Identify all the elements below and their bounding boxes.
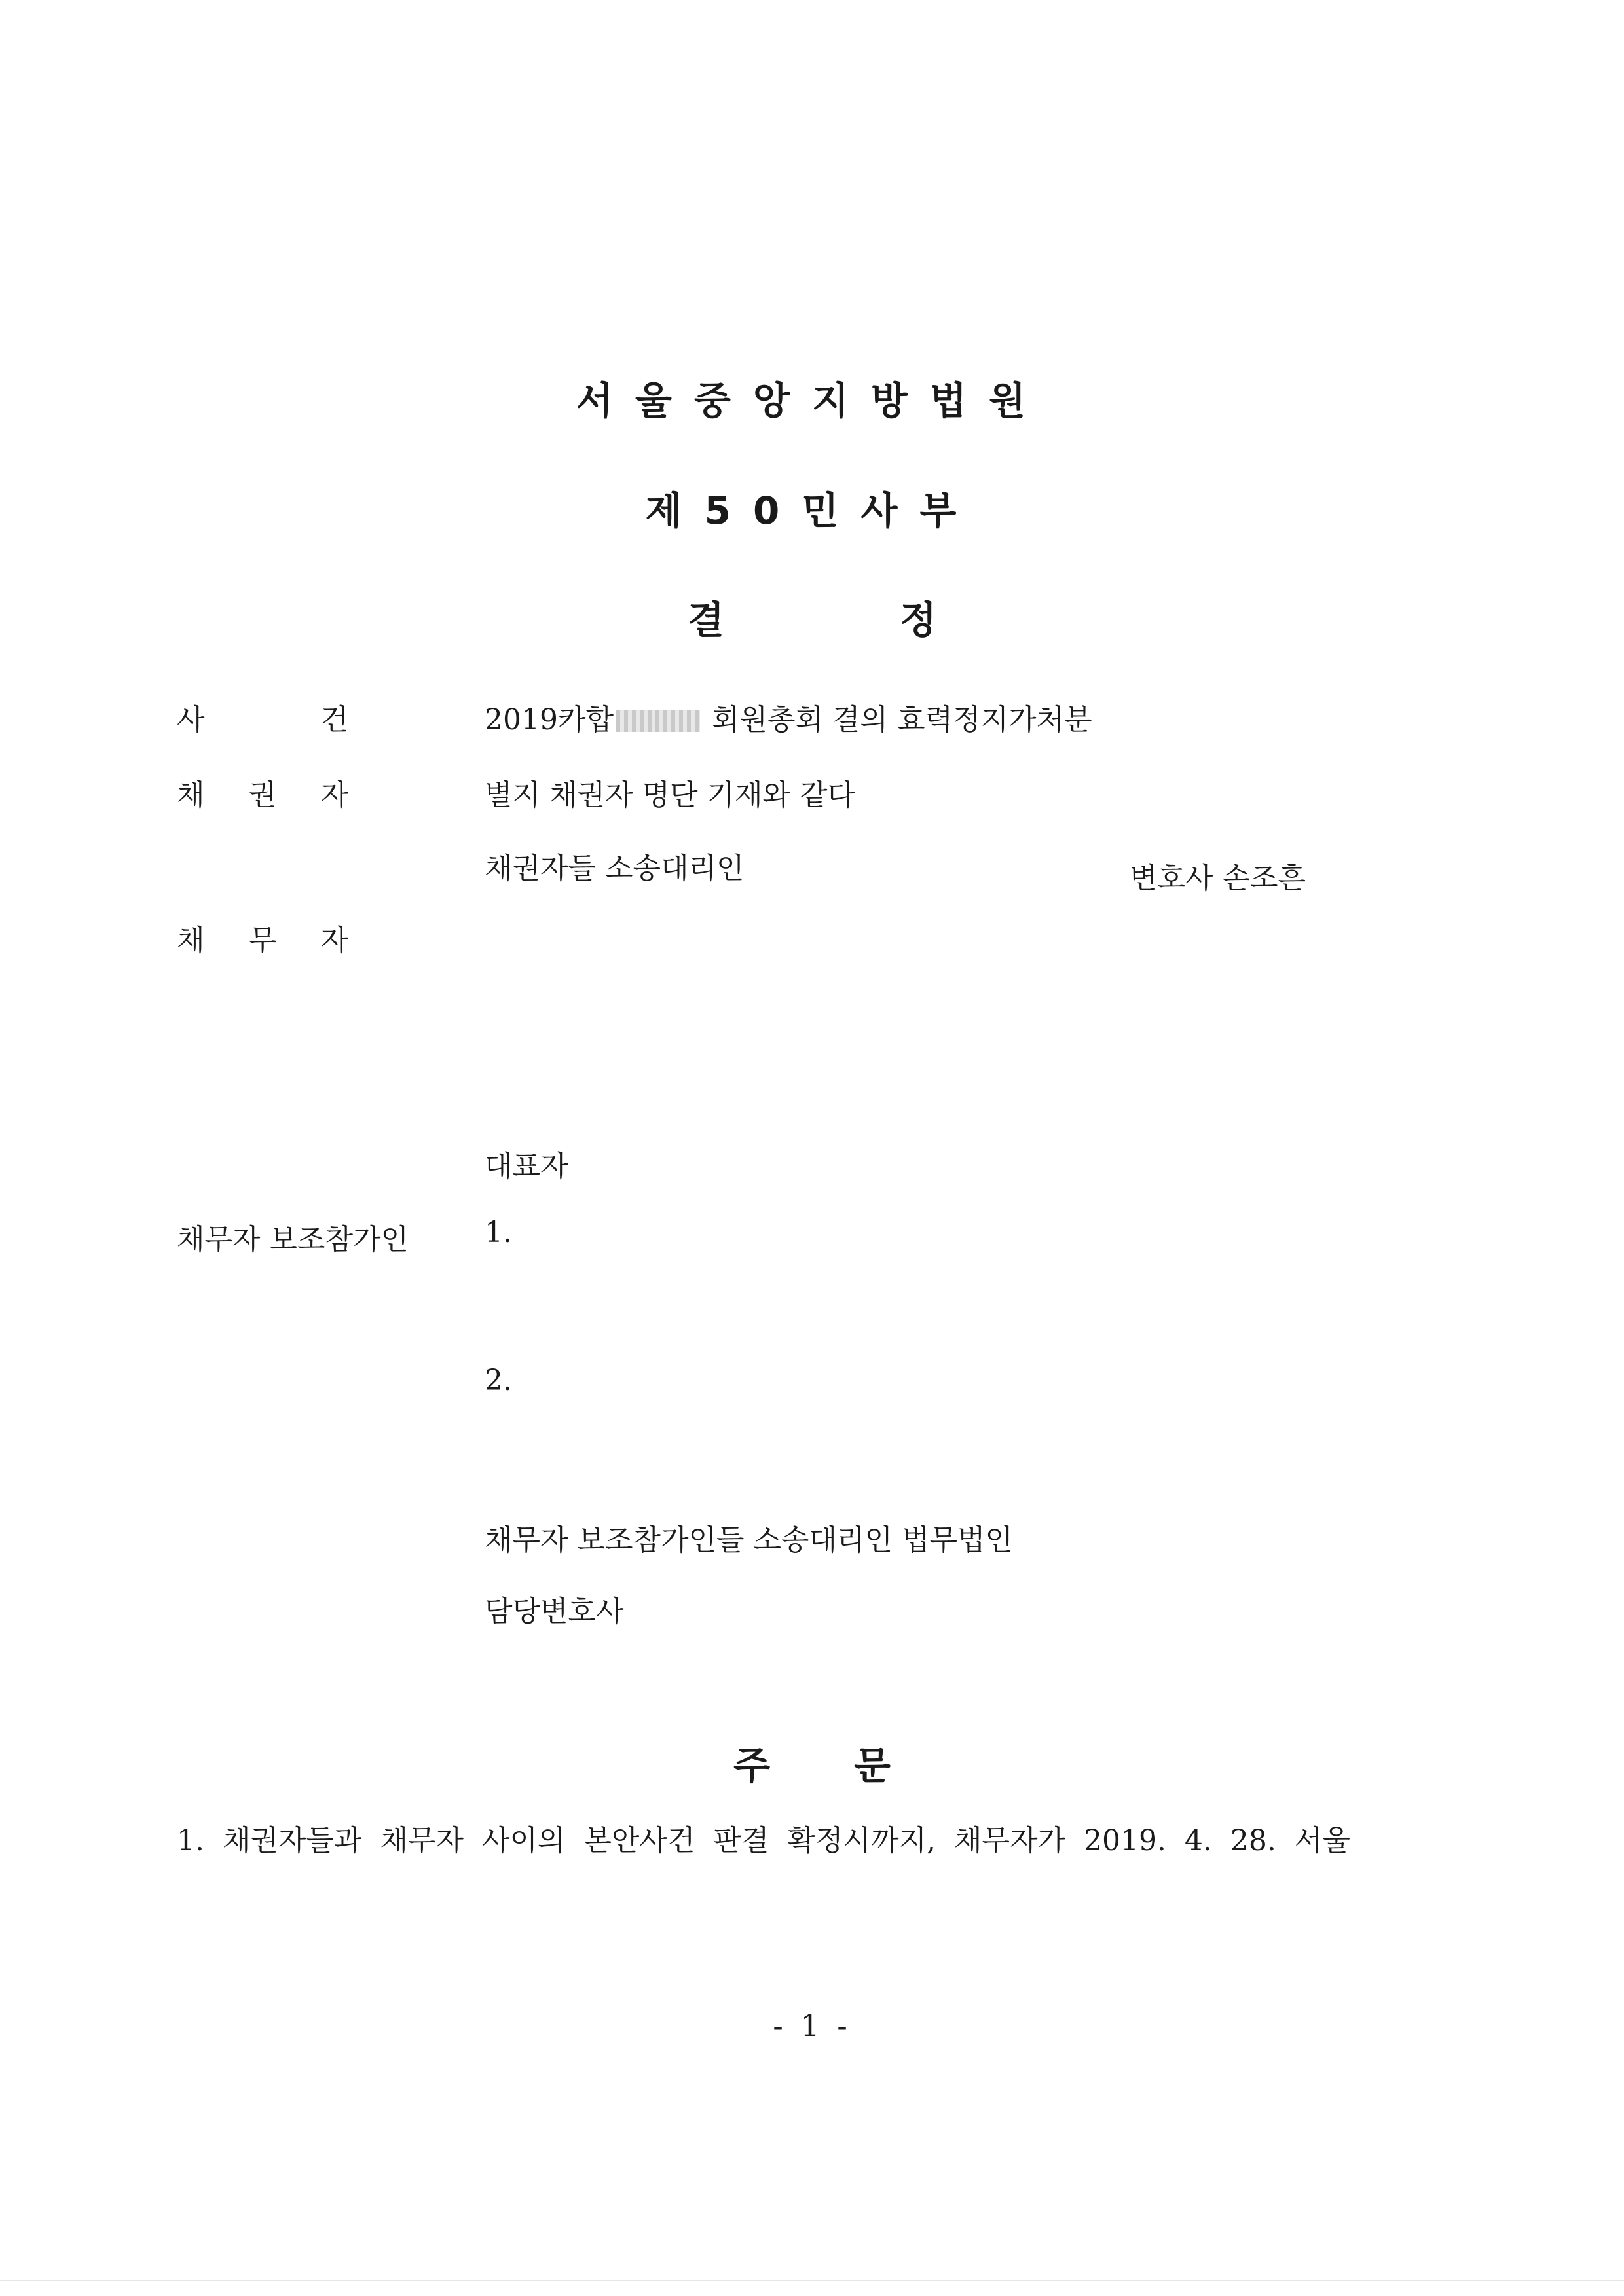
creditor-value: 별지 채권자 명단 기재와 같다 (485, 778, 855, 812)
redaction-mark (616, 710, 700, 732)
intervenor-lawyer: 담당변호사 (485, 1595, 624, 1628)
case-label-char: 건 (320, 703, 348, 737)
order-title (0, 1735, 1624, 1790)
scan-edge-line (0, 2280, 1624, 2281)
order-title-char: 문 (853, 1743, 891, 1788)
division-title: 제50민사부 (645, 488, 979, 533)
creditor-label-char: 권 (248, 778, 277, 812)
debtor-label (177, 917, 348, 958)
court-title: 서울중앙지방법원 (576, 378, 1048, 423)
page-number: - 1 - (773, 2008, 851, 2043)
case-label (177, 696, 348, 738)
case-label-char: 사 (177, 703, 205, 737)
debtor-representative: 대표자 (485, 1150, 568, 1183)
document-type-char: 정 (899, 598, 936, 642)
intervenor-label: 채무자 보조참가인 (177, 1223, 409, 1256)
order-title-char: 주 (733, 1743, 771, 1788)
creditor-label-char: 채 (177, 778, 205, 812)
creditor-agent: 채권자들 소송대리인 (485, 852, 745, 885)
debtor-label-char: 자 (320, 924, 348, 957)
intervenor-item-2: 2. (485, 1364, 512, 1397)
intervenor-agent: 채무자 보조참가인들 소송대리인 법무법인 (485, 1523, 1014, 1557)
creditor-agent-lawyer: 변호사 손조흔 (1130, 862, 1306, 895)
case-value (485, 696, 1092, 738)
order-item-1: 1. 채권자들과 채무자 사이의 본안사건 판결 확정시까지, 채무자가 2019. 4. 28. 서울 (177, 1824, 1350, 1857)
case-number-prefix: 2019카합 (485, 703, 614, 737)
debtor-label-char: 무 (248, 924, 277, 957)
creditor-label (177, 771, 348, 813)
case-name: 회원총회 결의 효력정지가처분 (711, 703, 1092, 737)
intervenor-item-1: 1. (485, 1216, 512, 1249)
document-type-title (0, 589, 1624, 644)
debtor-label-char: 채 (177, 924, 205, 957)
document-type-char: 결 (688, 598, 725, 642)
creditor-label-char: 자 (320, 778, 348, 812)
